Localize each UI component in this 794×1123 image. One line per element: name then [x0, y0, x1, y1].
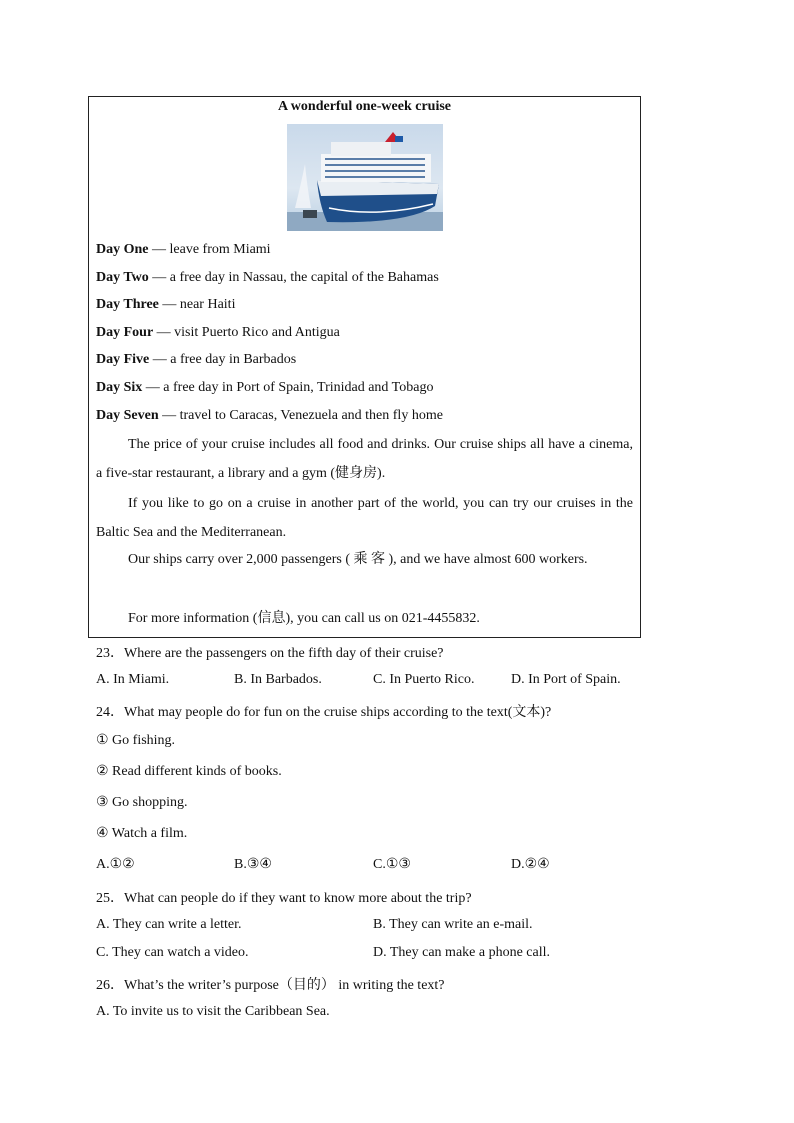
paragraph-other-cruises: If you like to go on a cruise in another part of the world, you can try our cruises in the Baltic Sea and the Mediterranean.	[96, 496, 633, 540]
question-24-item-3: ③ Go shopping.	[96, 795, 188, 810]
itinerary-day-1: Day One — leave from Miami	[96, 242, 271, 257]
question-25-stem: 25．What can people do if they want to know more about the trip?	[96, 891, 472, 906]
itinerary-day-2: Day Two — a free day in Nassau, the capital of the Bahamas	[96, 270, 439, 285]
cruise-ship-image	[287, 124, 443, 231]
itinerary-day-5: Day Five — a free day in Barbados	[96, 352, 297, 367]
question-23-option-b[interactable]: B. In Barbados.	[234, 672, 322, 687]
itinerary-day-4: Day Four — visit Puerto Rico and Antigua	[96, 325, 340, 340]
question-24-option-b[interactable]: B.③④	[234, 857, 272, 872]
question-24-option-c[interactable]: C.①③	[373, 857, 411, 872]
question-25-option-c[interactable]: C. They can watch a video.	[96, 945, 249, 960]
passage-box	[88, 96, 641, 638]
question-23-option-d[interactable]: D. In Port of Spain.	[511, 672, 621, 687]
question-24-option-d[interactable]: D.②④	[511, 857, 550, 872]
question-24-stem: 24．What may people do for fun on the cruise ships according to the text(文本)?	[96, 705, 552, 720]
question-24-item-1: ① Go fishing.	[96, 733, 176, 748]
paragraph-contact: For more information (信息), you can call us on 021-4455832.	[128, 611, 480, 626]
question-24-item-4: ④ Watch a film.	[96, 826, 188, 841]
itinerary-day-3: Day Three — near Haiti	[96, 297, 236, 312]
question-23-option-a[interactable]: A. In Miami.	[96, 672, 170, 687]
paragraph-ships: Our ships carry over 2,000 passengers ( 乘 客 ), and we have almost 600 workers.	[128, 552, 588, 567]
paragraph-price: The price of your cruise includes all food and drinks. Our cruise ships all have a cinema, a five-star restaurant, a library and a gym (健身房).	[96, 437, 633, 481]
passage-title: A wonderful one-week cruise	[277, 99, 452, 114]
itinerary-day-7: Day Seven — travel to Caracas, Venezuela and then fly home	[96, 408, 443, 423]
question-24-option-a[interactable]: A.①②	[96, 857, 135, 872]
question-26-option-a[interactable]: A. To invite us to visit the Caribbean Sea.	[96, 1004, 330, 1019]
question-26-stem: 26．What’s the writer’s purpose（目的） in writing the text?	[96, 978, 445, 993]
question-23-option-c[interactable]: C. In Puerto Rico.	[373, 672, 475, 687]
itinerary-day-6: Day Six — a free day in Port of Spain, Trinidad and Tobago	[96, 380, 434, 395]
question-25-option-a[interactable]: A. They can write a letter.	[96, 917, 242, 932]
question-23-stem: 23．Where are the passengers on the fifth day of their cruise?	[96, 646, 444, 661]
question-25-option-b[interactable]: B. They can write an e-mail.	[373, 917, 533, 932]
question-24-item-2: ② Read different kinds of books.	[96, 764, 282, 779]
question-25-option-d[interactable]: D. They can make a phone call.	[373, 945, 551, 960]
